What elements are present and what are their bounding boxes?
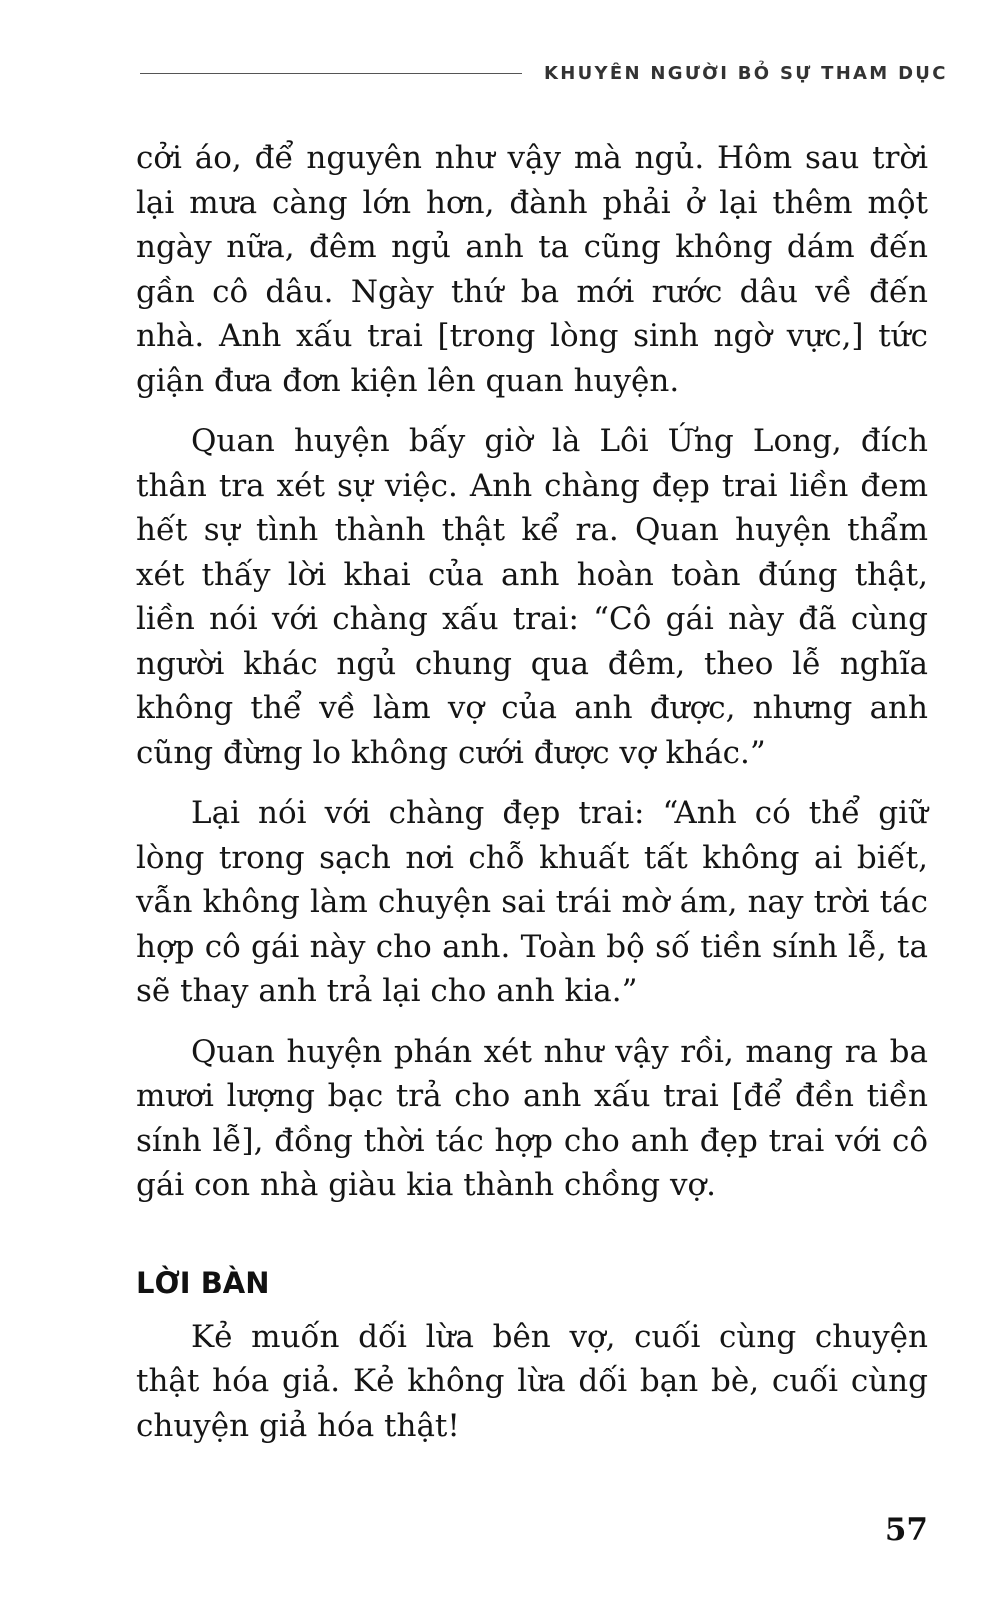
running-title: KHUYÊN NGƯỜI BỎ SỰ THAM DỤC (544, 62, 948, 84)
commentary-heading: LỜI BÀN (136, 1265, 270, 1300)
page-number: 57 (884, 1512, 928, 1548)
paragraph: Quan huyện phán xét như vậy rồi, mang ra ba mươi lượng bạc trả cho anh xấu trai [để đền tiền sính lễ], đồng thời tác hợp cho anh đẹp trai với cô gái con nhà giàu kia thành chồng vợ. (136, 1033, 928, 1203)
paragraph-continued: cởi áo, để nguyên như vậy mà ngủ. Hôm sau trời lại mưa càng lớn hơn, đành phải ở lại thêm một ngày nữa, đêm ngủ anh ta cũng không dám đến gần cô dâu. Ngày thứ ba mới rước dâu về đến nhà. Anh xấu trai [trong lòng sinh ngờ vực,] tức giận đưa đơn kiện lên quan huyện. (136, 140, 928, 399)
paragraph: Quan huyện bấy giờ là Lôi Ứng Long, đích thân tra xét sự việc. Anh chàng đẹp trai liền đem hết sự tình thành thật kể ra. Quan huyện thẩm xét thấy lời khai của anh hoàn toàn đúng thật, liền nói với chàng xấu trai: “Cô gái này đã cùng người khác ngủ chung qua đêm, theo lễ nghĩa không thể về làm vợ của anh được, nhưng anh cũng đừng lo không cưới được vợ khác.” (136, 423, 928, 771)
page-body (136, 136, 928, 1464)
paragraph: Lại nói với chàng đẹp trai: “Anh có thể giữ lòng trong sạch nơi chỗ khuất tất không ai biết, vẫn không làm chuyện sai trái mờ ám, nay trời tác hợp cô gái này cho anh. Toàn bộ số tiền sính lễ, ta sẽ thay anh trả lại cho anh kia.” (136, 795, 928, 1009)
commentary-paragraph: Kẻ muốn dối lừa bên vợ, cuối cùng chuyện thật hóa giả. Kẻ không lừa dối bạn bè, cuối cùng chuyện giả hóa thật! (136, 1318, 928, 1444)
header-rule (140, 73, 522, 74)
running-header (140, 58, 948, 88)
